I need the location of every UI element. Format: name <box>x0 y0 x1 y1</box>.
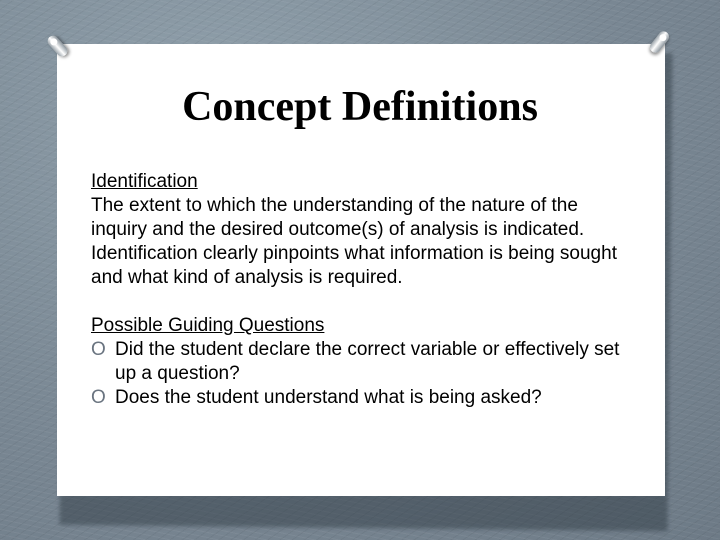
list-item-text: Does the student understand what is being asked? <box>115 387 542 408</box>
bullet-marker: O <box>91 387 106 408</box>
slide-content <box>91 170 636 410</box>
guiding-questions-section <box>91 314 636 410</box>
list-item <box>91 338 636 386</box>
identification-heading: Identification <box>91 171 198 192</box>
list-item <box>91 386 636 410</box>
bullet-marker: O <box>91 339 106 360</box>
slide-title: Concept Definitions <box>182 84 538 130</box>
list-item-text: Did the student declare the correct variable or effectively set up a question? <box>115 339 620 384</box>
identification-section <box>91 170 636 290</box>
identification-text: The extent to which the understanding of the nature of the inquiry and the desired outcome(s) of analysis is indicated. Identification clearly pinpoints what information is being sought and what kind of analysis is required. <box>91 195 617 288</box>
guiding-questions-heading: Possible Guiding Questions <box>91 315 325 336</box>
guiding-questions-list <box>91 338 636 410</box>
